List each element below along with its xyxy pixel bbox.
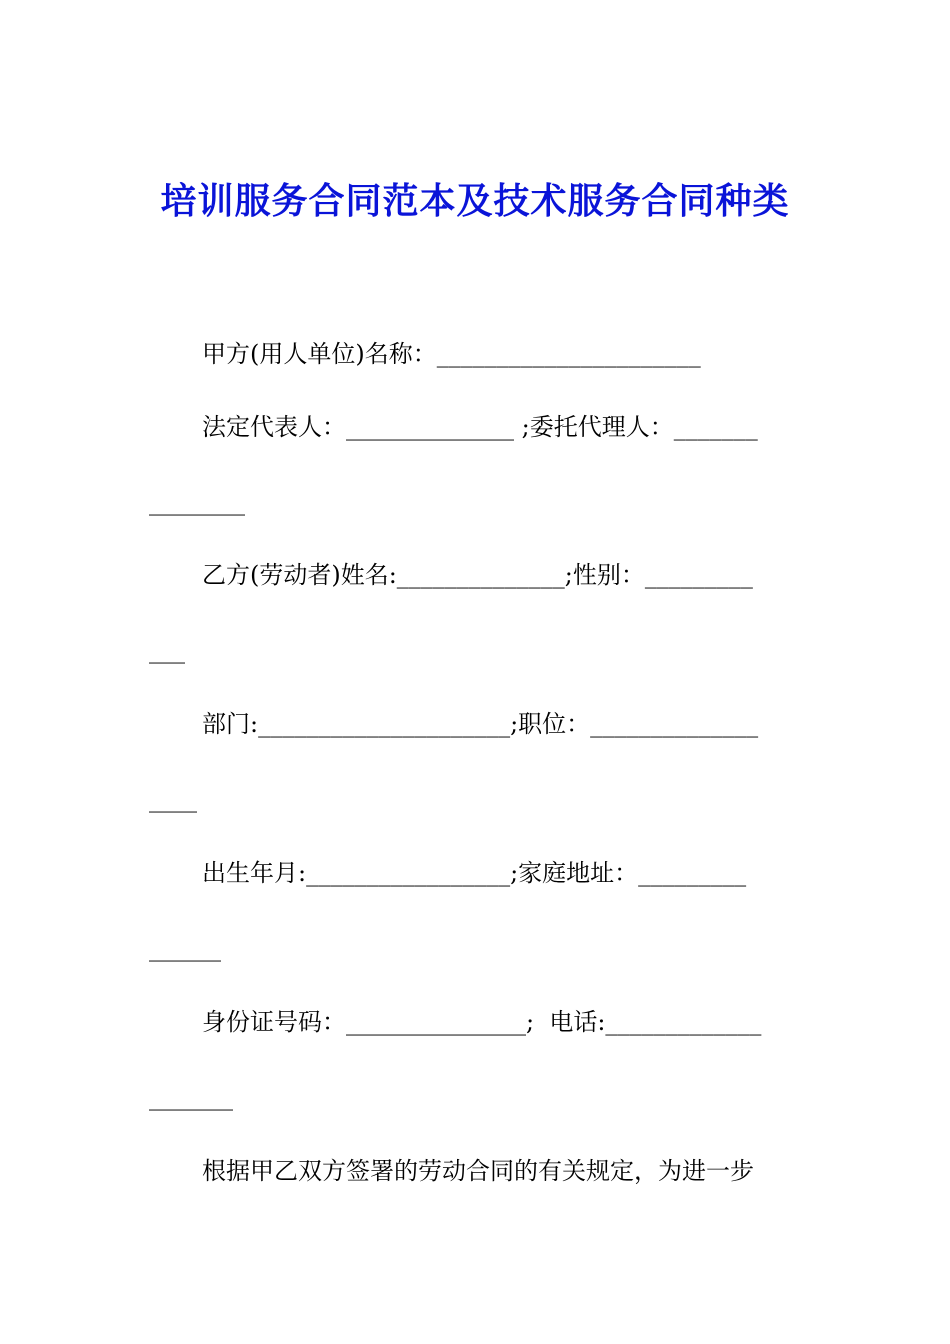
body-paragraph: 根据甲乙双方签署的劳动合同的有关规定，为进一步 [202,1157,754,1185]
employee-name-gender-line: 乙方(劳动者)姓名:______________;性别：_________ [202,561,753,589]
legal-representative-line: 法定代表人：______________ ;委托代理人：_______ [202,413,758,441]
document-title: 培训服务合同范本及技术服务合同种类 [160,181,790,222]
id-phone-line: 身份证号码：_______________; 电话:_____________ [202,1008,762,1036]
legal-representative-line-continued: ________ [149,488,245,516]
department-position-line: 部门:_____________________;职位：______________ [202,710,759,738]
birth-address-line-continued: ______ [149,934,221,962]
department-position-line-continued: ____ [149,785,197,813]
employee-name-gender-line-continued: ___ [149,636,185,664]
employer-name-line: 甲方(用人单位)名称：______________________ [202,340,701,368]
id-phone-line-continued: _______ [149,1083,233,1111]
birth-address-line: 出生年月:_________________;家庭地址：_________ [202,859,747,887]
